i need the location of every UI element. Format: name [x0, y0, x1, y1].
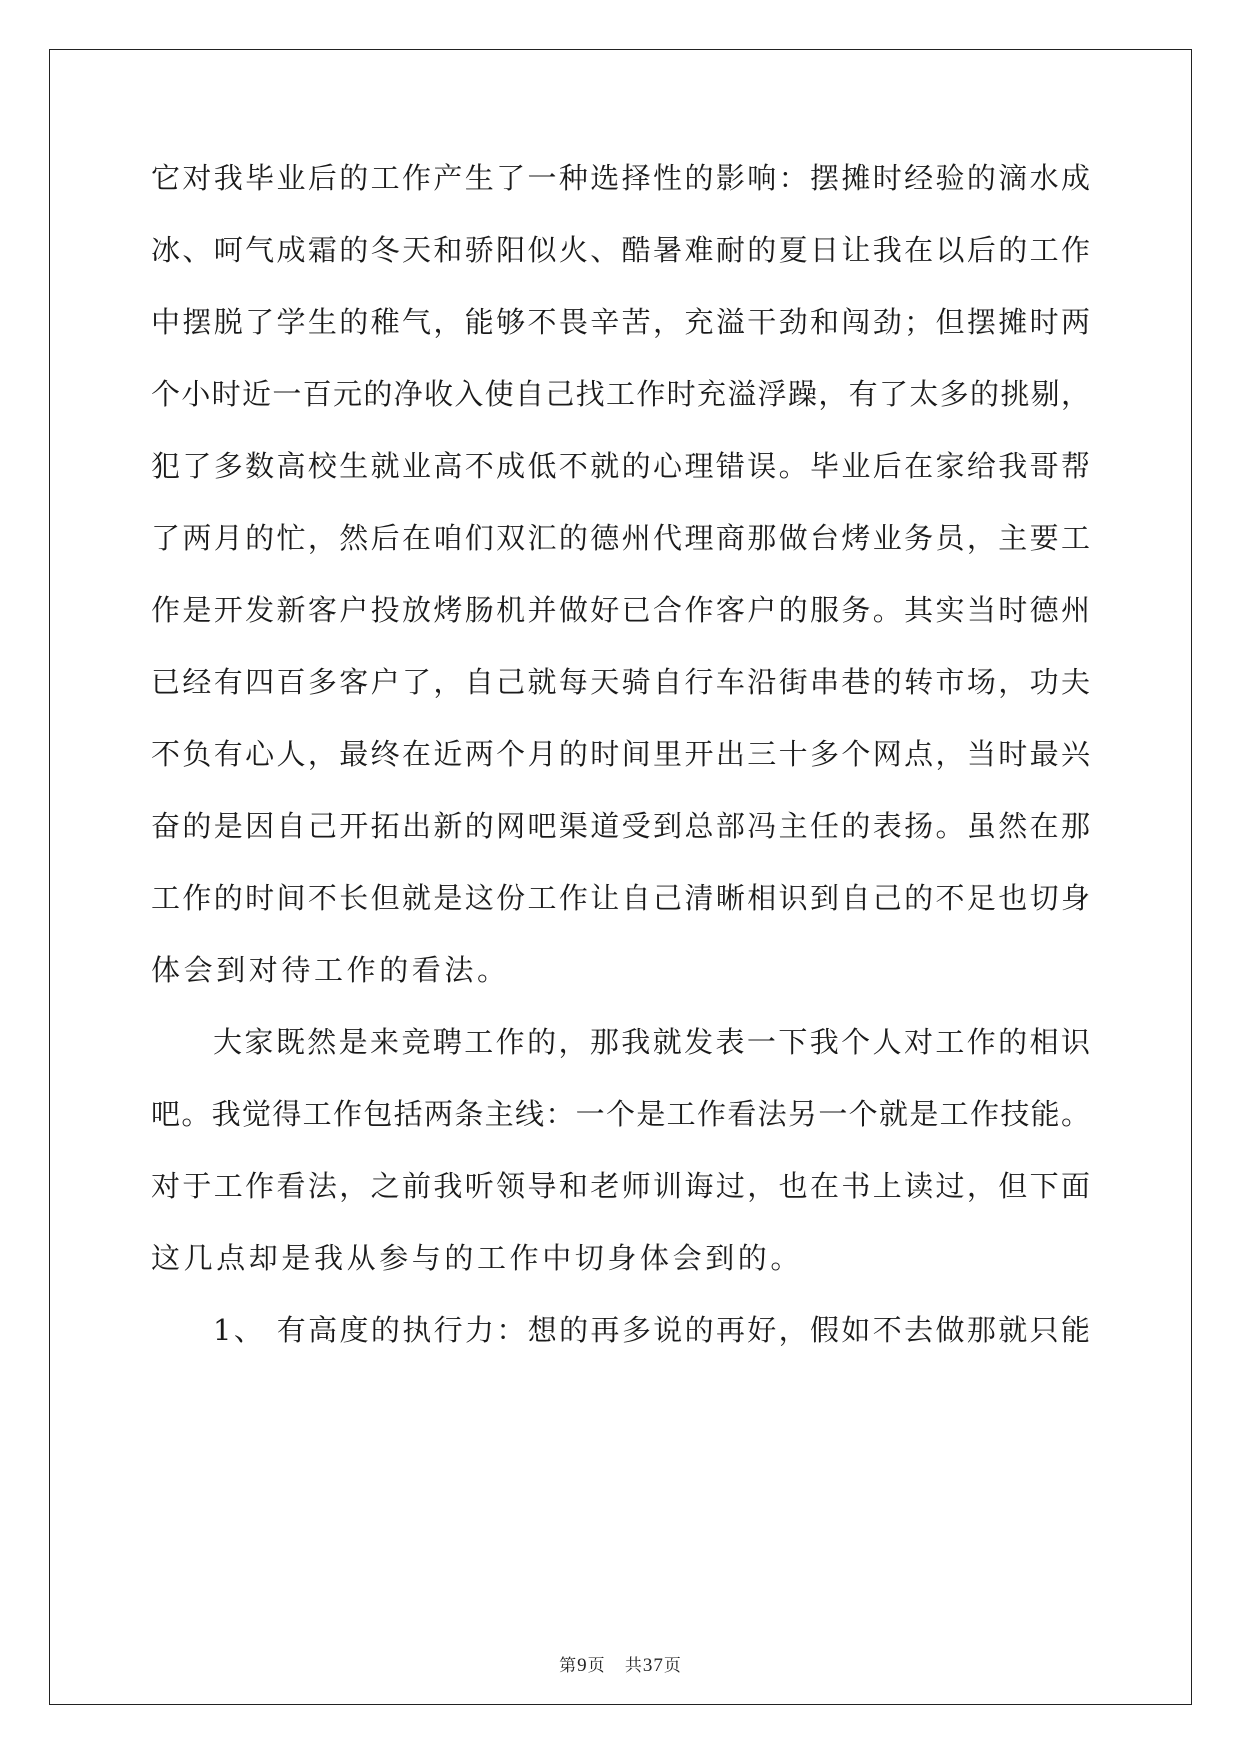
page-border	[49, 49, 1192, 1705]
text-line: 工作的时间不长但就是这份工作让自己清晰相识到自己的不足也切身	[151, 881, 1090, 915]
text-line: 个小时近一百元的净收入使自己找工作时充溢浮躁，有了太多的挑剔，	[151, 377, 1090, 411]
total-page-count: 37	[642, 1655, 664, 1676]
page-footer	[0, 1651, 1241, 1677]
footer-page-suffix: 页	[587, 1656, 606, 1676]
footer-prefix: 第	[559, 1656, 578, 1676]
text-line: 它对我毕业后的工作产生了一种选择性的影响：摆摊时经验的滴水成	[151, 161, 1090, 195]
footer-total-suffix: 页	[663, 1656, 682, 1676]
text-line: 了两月的忙，然后在咱们双汇的德州代理商那做台烤业务员，主要工	[151, 521, 1090, 555]
text-line: 对于工作看法，之前我听领导和老师训诲过，也在书上读过，但下面	[151, 1169, 1090, 1203]
text-line: 大家既然是来竞聘工作的，那我就发表一下我个人对工作的相识	[213, 1025, 1090, 1059]
text-line: 犯了多数高校生就业高不成低不就的心理错误。毕业后在家给我哥帮	[151, 449, 1090, 483]
text-line: 不负有心人，最终在近两个月的时间里开出三十多个网点，当时最兴	[151, 737, 1090, 771]
text-line: 1、 有高度的执行力：想的再多说的再好，假如不去做那就只能	[213, 1313, 1090, 1347]
text-line: 吧。我觉得工作包括两条主线：一个是工作看法另一个就是工作技能。	[151, 1097, 1090, 1131]
text-line: 这几点却是我从参与的工作中切身体会到的。	[151, 1241, 804, 1275]
footer-total-prefix: 共	[624, 1656, 643, 1676]
current-page-number: 9	[577, 1655, 588, 1676]
text-line: 中摆脱了学生的稚气，能够不畏辛苦，充溢干劲和闯劲；但摆摊时两	[151, 305, 1090, 339]
text-line: 体会到对待工作的看法。	[151, 953, 510, 987]
text-line: 已经有四百多客户了，自己就每天骑自行车沿街串巷的转市场，功夫	[151, 665, 1090, 699]
text-line: 奋的是因自己开拓出新的网吧渠道受到总部冯主任的表扬。虽然在那	[151, 809, 1090, 843]
text-line: 冰、呵气成霜的冬天和骄阳似火、酷暑难耐的夏日让我在以后的工作	[151, 233, 1090, 267]
text-line: 作是开发新客户投放烤肠机并做好已合作客户的服务。其实当时德州	[151, 593, 1090, 627]
